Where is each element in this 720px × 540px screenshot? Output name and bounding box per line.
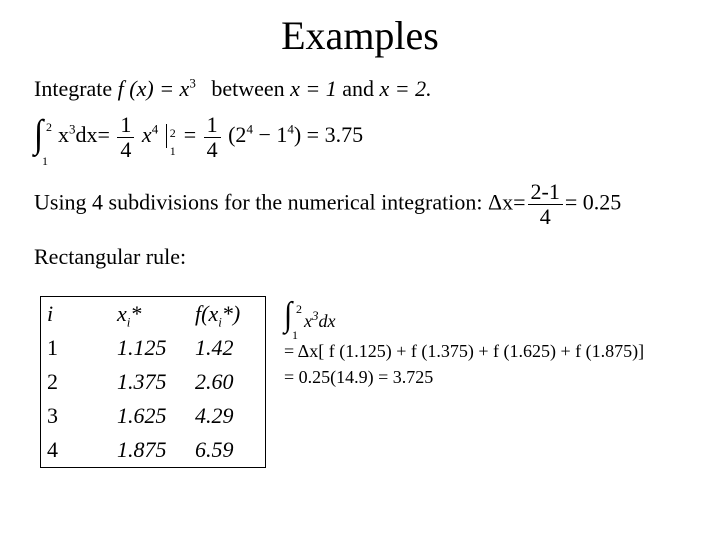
integral-sign: ∫ 2 1 [34,113,52,168]
function-exponent: 3 [189,75,196,91]
lower-bound: x = 1 [290,76,337,101]
exact-result: ) = 3.75 [293,122,364,148]
integrate-word: Integrate [34,76,113,101]
subdivision-line [34,180,621,229]
rectangle-table [40,296,266,468]
delta-x-result: = 0.25 [564,189,622,215]
header-i: i [47,301,54,326]
table-row: 3 1.625 4.29 [47,403,234,428]
problem-statement [34,76,432,102]
fraction-one-quarter: $\frac{1}{4}$ [117,113,134,162]
table-row: 4 1.875 6.59 [47,437,234,462]
table-row: 1 1.125 1.42 [47,335,234,360]
approx-integral: ∫ 2 1 $x^3dx$ [284,295,336,342]
table-header-row [41,297,266,332]
and-word: and [342,76,374,101]
dx-equals: dx= [75,122,110,148]
approximation-block [284,296,644,390]
fraction-one-quarter-2: $\frac{1}{4}$ [204,113,221,162]
exact-integral: ∫ 2 1 $x^3dx=$ $\frac{1}{4}$ $x^4$ 2 1 = $\frac{1}{4}$ $(2^4 - 1^4) = 3.75$ [34,111,364,168]
upper-bound: x = 2. [379,76,432,101]
between-word: between [211,76,285,101]
header-xi: $x_i*$ [117,301,142,330]
table-row: 2 1.375 2.60 [47,369,234,394]
approx-result-line: = 0.25(14.9) = 3.725 [284,367,434,387]
function-def: f (x) = x [117,76,190,101]
delta-x-fraction: $\frac{2-1}{4}$ [528,180,563,229]
slide-title: Examples [281,13,439,58]
rule-label: Rectangular rule: [34,244,187,269]
integrand: x [58,122,69,148]
approx-sum-line: = Δx[ f (1.125) + f (1.375) + f (1.625) + f (1.875)] [284,341,645,361]
subdivision-text: Using 4 subdivisions for the numerical integration: Δx= [34,189,526,215]
evaluation-bar: 2 1 [164,122,184,152]
header-fxi: $f(x_i*)$ [195,301,241,330]
